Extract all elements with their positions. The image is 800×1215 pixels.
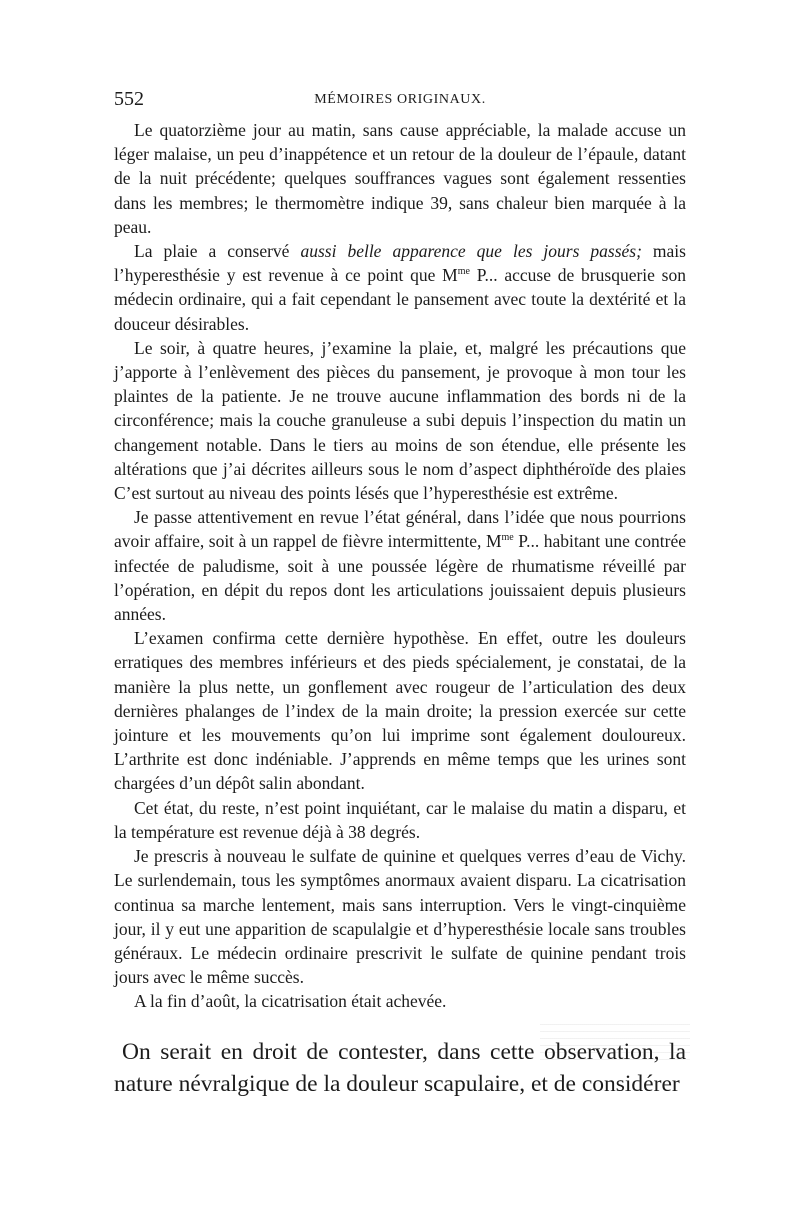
page-header [114,88,686,118]
paragraph-4 [114,505,686,626]
bleed-through-mark [540,1020,690,1060]
paragraph-2-text-c: P... accuse de brusquerie son médecin ordinaire, qui a fait cependant le pansement avec toute la dextérité et la douceur désirables. [114,265,686,334]
paragraph-2-superscript: me [457,266,470,278]
paragraph-8: A la fin d’août, la cicatrisation était achevée. [134,991,447,1012]
page-number: 552 [114,88,144,110]
running-head: MÉMOIRES ORIGINAUX. [314,92,486,107]
paragraph-6: Cet état, du reste, n’est point inquiétant, car le malaise du matin a disparu, et la température est revenue déjà à 38 degrés. [114,797,686,842]
paragraph-2-text-a: La plaie a conservé [134,241,301,262]
paragraph-4-superscript: me [501,532,514,544]
paragraph-2 [114,239,686,336]
paragraph-9: On serait en droit de contester, dans cette observation, la nature névralgique de la douleur scapulaire, et de considérer [114,1038,686,1097]
paragraph-1: Le quatorzième jour au matin, sans cause appréciable, la malade accuse un léger malaise, un peu d’inappétence et un retour de la douleur de l’épaule, datant de la nuit précédente; quelques souffrances vagues sont également ressenties dans les membres; le thermomètre indique 39, sans chaleur bien marquée à la peau. [114,120,686,237]
paragraph-3: Le soir, à quatre heures, j’examine la plaie, et, malgré les précautions que j’apporte à l’enlèvement des pièces du pansement, je provoque à mon tour les plaintes de la patiente. Je ne trouve aucune inflammation des bords ni de la circonférence; mais la couche granuleuse a subi depuis l’inspection du matin un changement notable. Dans le tiers au moins de son étendue, elle présente les altérations que j’ai décrites ailleurs sous le nom d’aspect diphthéroïde des plaies C’est surtout au niveau des points lésés que l’hyperesthésie est extrême. [114,337,686,504]
page [114,88,686,1123]
paragraph-4-text-b: P... habitant une contrée infectée de paludisme, soit à une poussée légère de rhumatisme réveillé par l’opération, en dépit du repos dont les articulations jouissaient depuis plusieurs années. [114,531,686,625]
paragraph-7: Je prescris à nouveau le sulfate de quinine et quelques verres d’eau de Vichy. Le surlendemain, tous les symptômes anormaux avaient disparu. La cicatrisation continua sa marche lentement, mais sans interruption. Vers le vingt-cinquième jour, il y eut une apparition de scapulalgie et d’hyperesthésie locale sans troubles généraux. Le médecin ordinaire prescrivit le sulfate de quinine pendant trois jours avec le même succès. [114,846,686,988]
paragraph-2-text-b: mais l’hyperesthésie y est revenue à ce point que M [114,241,686,286]
paragraph-4-text-a: Je passe attentivement en revue l’état général, dans l’idée que nous pourrions avoir affaire, soit à un rappel de fièvre intermittente, M [114,507,686,552]
paragraph-2-emphasis: aussi belle apparence que les jours passés; [300,241,642,262]
paragraph-5: L’examen confirma cette dernière hypothèse. En effet, outre les douleurs erratiques des membres inférieurs et des pieds spécialement, je constatai, de la manière la plus nette, un gonflement avec rougeur de l’articulation des deux dernières phalanges de l’index de la main droite; la pression exercée sur cette jointure et les mouvements qu’on lui imprime sont également douloureux. L’arthrite est donc indéniable. J’apprends en même temps que les urines sont chargées d’un dépôt salin abondant. [114,628,686,794]
